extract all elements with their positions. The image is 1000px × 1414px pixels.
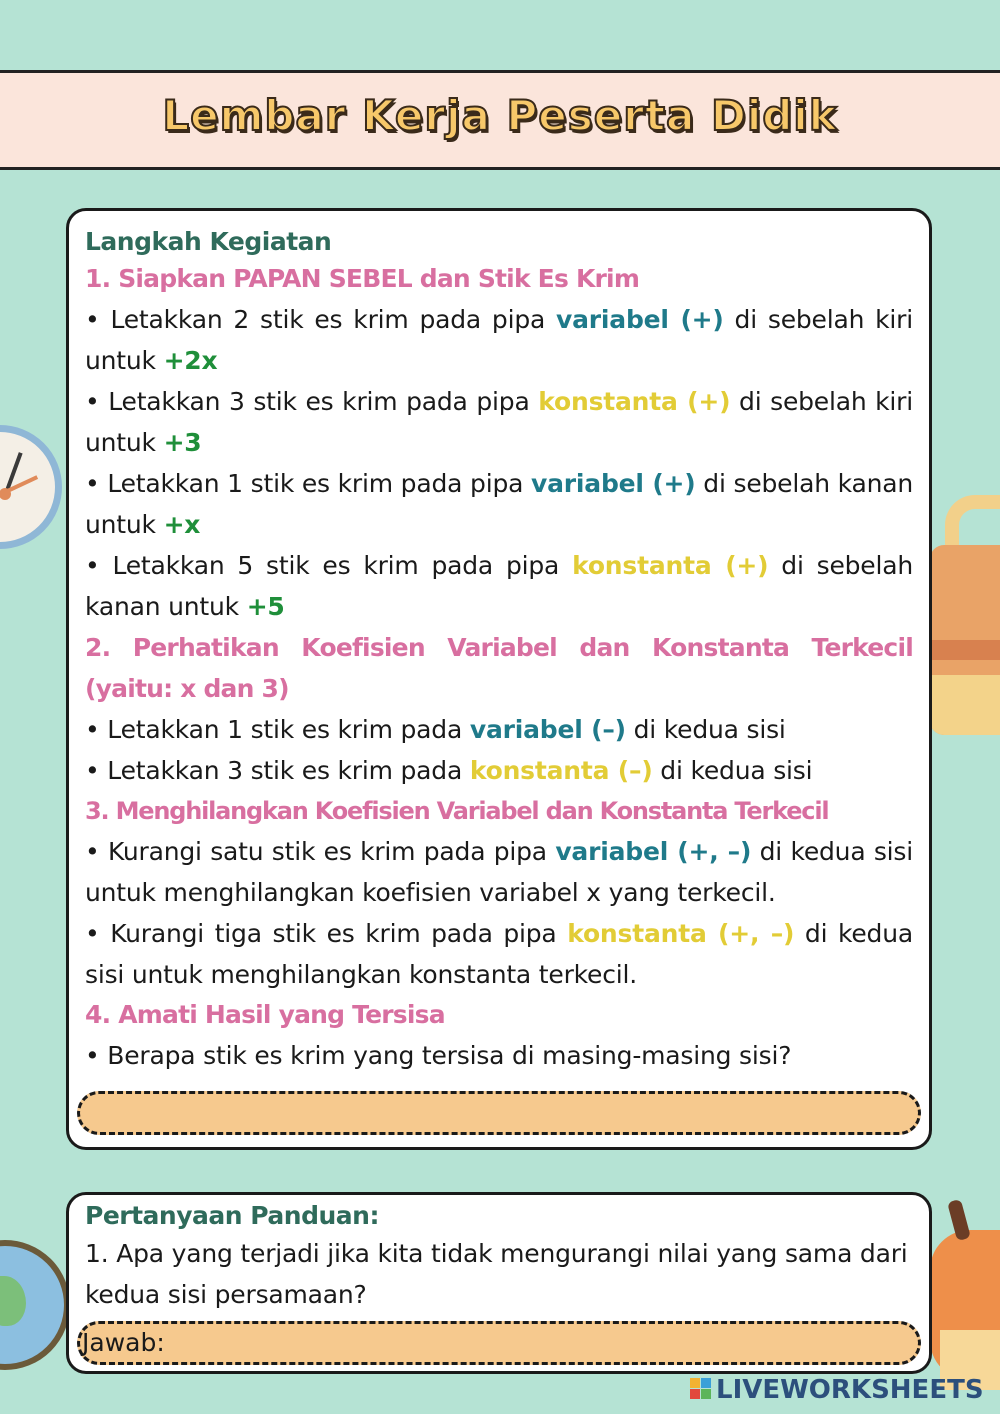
variable-tag: variabel (+, –): [555, 837, 752, 866]
section-title: Langkah Kegiatan: [85, 227, 332, 256]
variable-tag: variabel (–): [469, 715, 626, 744]
answer-label: Jawab:: [82, 1328, 165, 1357]
value-tag: +5: [246, 592, 285, 621]
step3-title: 3. Menghilangkan Koefisien Variabel dan Konstanta Terkecil: [85, 797, 829, 825]
value-tag: +3: [163, 428, 202, 457]
step4-answer-field[interactable]: [77, 1091, 921, 1135]
step1-item-4: • Letakkan 5 stik es krim pada pipa konstanta (+) di sebelah kanan untuk +5: [85, 551, 913, 621]
guide-question: 1. Apa yang terjadi jika kita tidak mengurangi nilai yang sama dari kedua sisi persamaan?: [85, 1239, 908, 1309]
step2-title: 2. Perhatikan Koefisien Variabel dan Konstanta Terkecil: [85, 633, 913, 662]
pumpkin-decoration: [930, 1230, 1000, 1380]
value-tag: +2x: [163, 346, 218, 375]
step4-title: 4. Amati Hasil yang Tersisa: [85, 1000, 445, 1029]
step1-item-2: • Letakkan 3 stik es krim pada pipa konstanta (+) di sebelah kiri untuk +3: [85, 387, 914, 457]
step3-item-1: • Kurangi satu stik es krim pada pipa variabel (+, –) di kedua sisi untuk menghilangkan koefisien variabel x yang terkecil.: [85, 837, 913, 907]
step1-item-3: • Letakkan 1 stik es krim pada pipa variabel (+) di sebelah kanan untuk +x: [85, 469, 914, 539]
guide-card: [66, 1192, 932, 1374]
constant-tag: konstanta (–): [469, 756, 653, 785]
variable-tag: variabel (+): [531, 469, 696, 498]
step2-item-1: • Letakkan 1 stik es krim pada variabel (–) di kedua sisi: [85, 715, 786, 744]
liveworksheets-icon: [690, 1378, 712, 1400]
activity-card: [66, 208, 932, 1150]
variable-tag: variabel (+): [556, 305, 724, 334]
step2-item-2: • Letakkan 3 stik es krim pada konstanta (–) di kedua sisi: [85, 756, 813, 785]
step1-item-1: • Letakkan 2 stik es krim pada pipa variabel (+) di sebelah kiri untuk +2x: [85, 305, 913, 375]
page-title: Lembar Kerja Peserta Didik: [162, 91, 838, 140]
brand-name: LIVEWORKSHEETS: [716, 1375, 984, 1405]
constant-tag: konstanta (+, –): [567, 919, 795, 948]
bag-decoration: [930, 545, 1000, 735]
constant-tag: konstanta (+): [538, 387, 731, 416]
value-tag: +x: [163, 510, 201, 539]
step1-title: 1. Siapkan PAPAN SEBEL dan Stik Es Krim: [85, 264, 640, 293]
constant-tag: konstanta (+): [572, 551, 769, 580]
guide-answer-field[interactable]: [77, 1321, 921, 1365]
step3-item-2: • Kurangi tiga stik es krim pada pipa konstanta (+, –) di kedua sisi untuk menghilangkan konstanta terkecil.: [85, 919, 913, 989]
brand-logo: [690, 1375, 990, 1409]
header-banner: [0, 70, 1000, 170]
clock-decoration: [0, 425, 62, 549]
step2-title-cont: (yaitu: x dan 3): [85, 674, 289, 703]
guide-title: Pertanyaan Panduan:: [85, 1201, 379, 1230]
globe-decoration: [0, 1240, 70, 1370]
step4-question: • Berapa stik es krim yang tersisa di masing-masing sisi?: [85, 1041, 792, 1070]
